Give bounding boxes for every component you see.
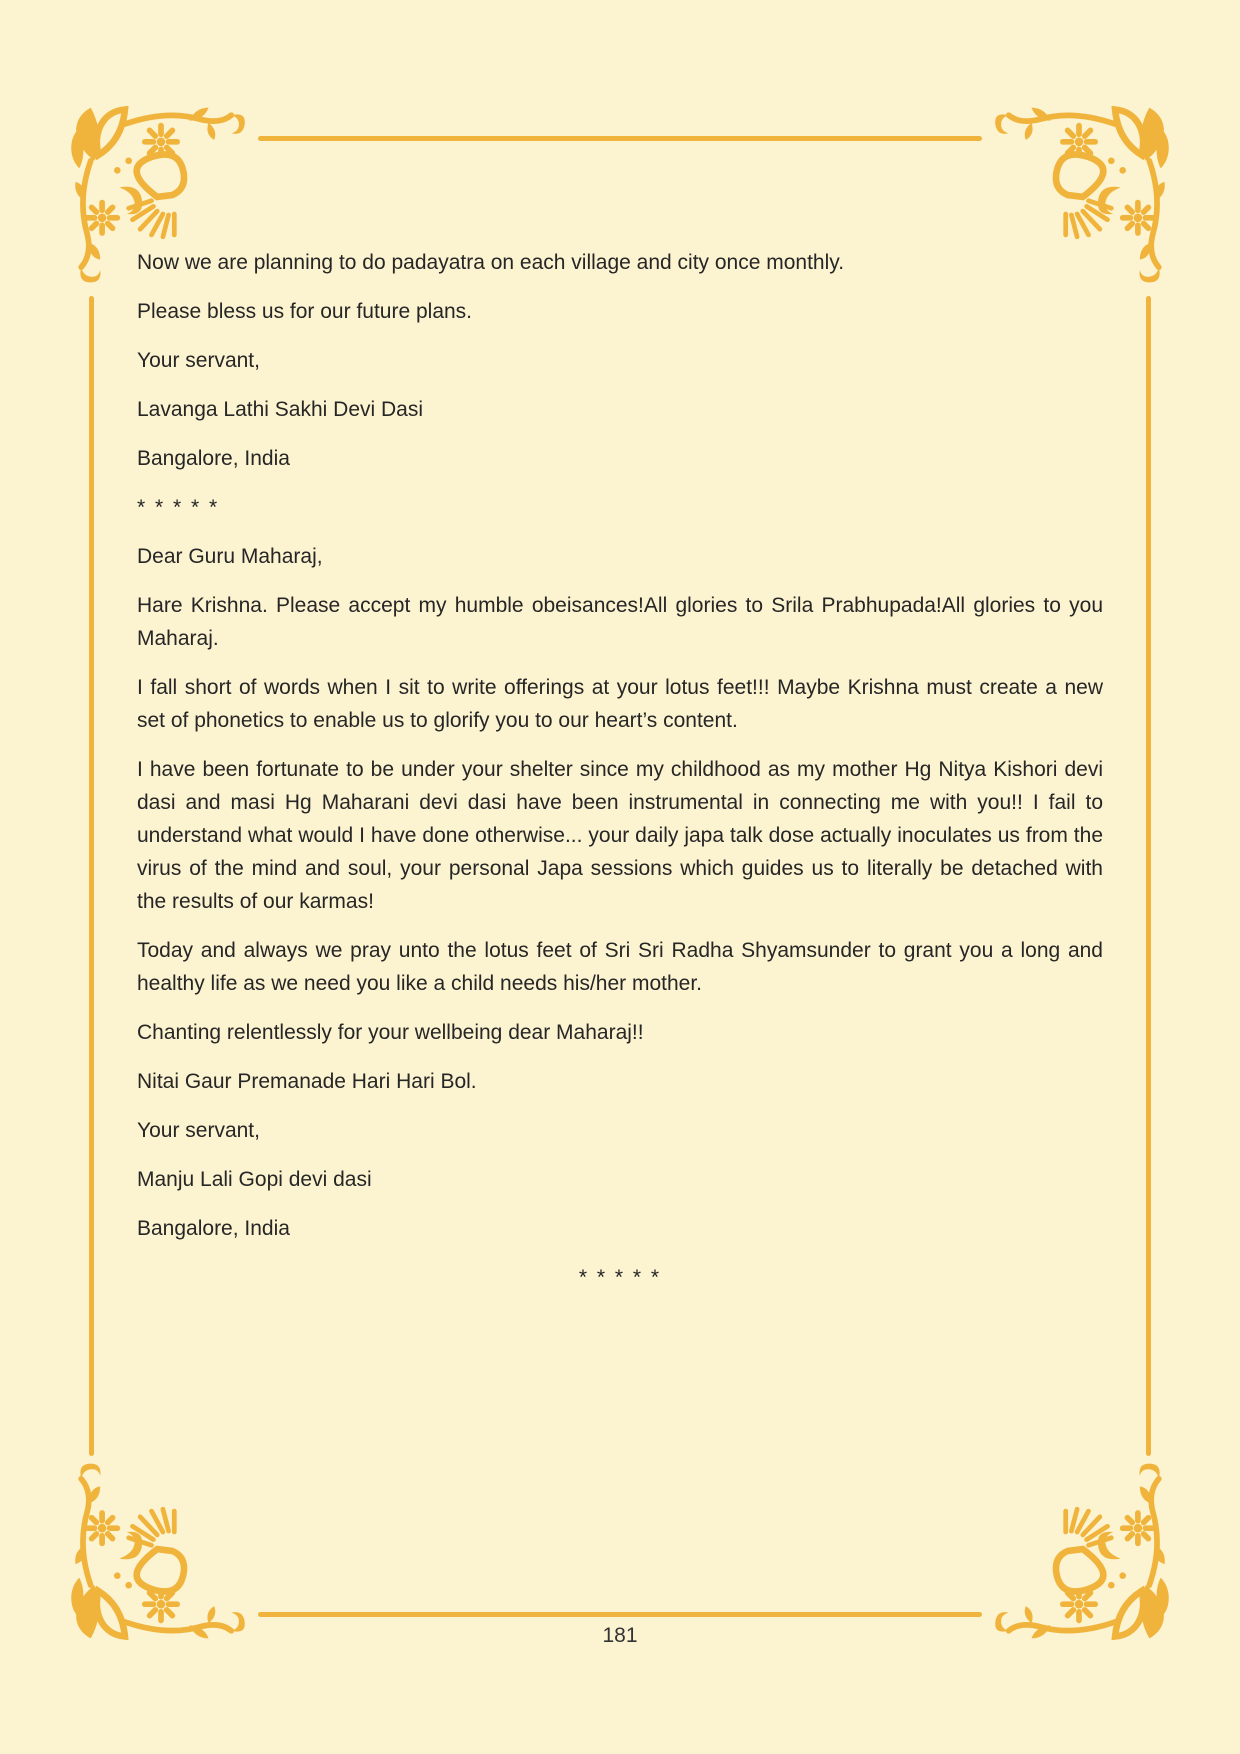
section-separator-bottom: * * * * *	[578, 1266, 662, 1289]
letter-prev-line-plans: Now we are planning to do padayatra on each village and city once monthly.	[137, 251, 845, 274]
letter-para-shelter: I have been fortunate to be under your shelter since my childhood as my mother Hg Nitya Kishori devi dasi and masi Hg Maharani devi dasi have been instrumental in connecting me with you!! I fail to understand what would I have done otherwise... your daily japa talk dose actually inoculates us from the virus of the mind and soul, your personal Japa sessions which guides us to literally be detached with the results of our karmas!	[137, 758, 1103, 913]
border-line-bottom	[258, 1612, 982, 1617]
letter-prev-closing: Your servant,	[137, 349, 260, 372]
border-line-left	[89, 296, 94, 1456]
letter-para-chanting: Chanting relentlessly for your wellbeing dear Maharaj!!	[137, 1021, 644, 1044]
floral-corner-ornament-bottom-left	[66, 1456, 256, 1646]
letter-para-pray: Today and always we pray unto the lotus feet of Sri Sri Radha Shyamsunder to grant you a long and healthy life as we need you like a child needs his/her mother.	[137, 939, 1103, 995]
section-separator-top: * * * * *	[137, 496, 220, 519]
border-line-top	[258, 136, 982, 141]
letter-para-obeisances: Hare Krishna. Please accept my humble obeisances!All glories to Srila Prabhupada!All glories to you Maharaj.	[137, 594, 1103, 650]
floral-corner-ornament-bottom-right	[984, 1456, 1174, 1646]
letter-para-nitai: Nitai Gaur Premanade Hari Hari Bol.	[137, 1070, 477, 1093]
letter-para-words: I fall short of words when I sit to write offerings at your lotus feet!!! Maybe Krishna must create a new set of phonetics to enable us to glorify you to our heart’s content.	[137, 676, 1103, 732]
letter-prev-location: Bangalore, India	[137, 447, 290, 470]
border-line-right	[1146, 296, 1151, 1456]
letter-signature: Manju Lali Gopi devi dasi	[137, 1168, 372, 1191]
letter-closing: Your servant,	[137, 1119, 260, 1142]
letter-text-block	[137, 246, 1103, 1310]
page-number: 181	[602, 1624, 638, 1647]
letter-prev-line-bless: Please bless us for our future plans.	[137, 300, 473, 323]
letter-salutation: Dear Guru Maharaj,	[137, 545, 323, 568]
letter-location: Bangalore, India	[137, 1217, 290, 1240]
letter-prev-signature: Lavanga Lathi Sakhi Devi Dasi	[137, 398, 424, 421]
